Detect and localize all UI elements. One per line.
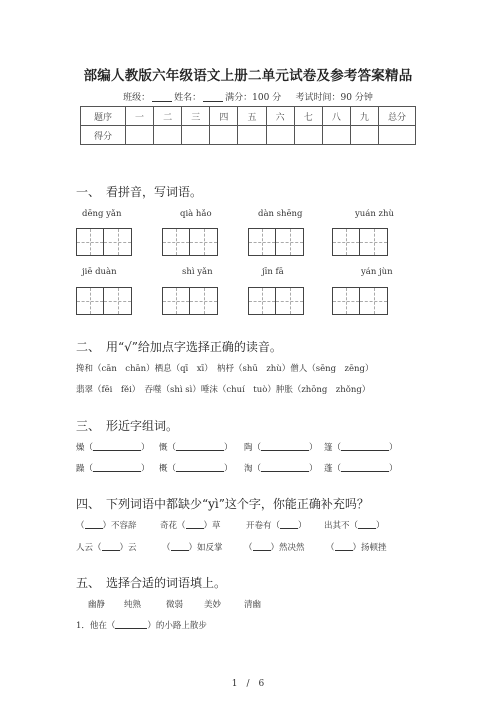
idiom-item	[324, 519, 385, 531]
idiom-text: （	[244, 543, 253, 553]
idiom-text: （	[76, 521, 85, 531]
word-item	[244, 441, 318, 453]
pinyin-label: shì yǎn	[182, 267, 213, 277]
score-input-cell[interactable]	[379, 126, 416, 145]
paren-close: ）	[224, 464, 233, 474]
name-label: 姓名：	[174, 93, 202, 103]
pinyin-label: jīn fā	[262, 267, 284, 277]
grid-cell[interactable]	[190, 228, 218, 256]
fill-item-1	[76, 619, 207, 631]
paren-close: ）	[389, 443, 398, 453]
score-cell: 二	[154, 107, 182, 126]
writing-grid[interactable]	[248, 287, 304, 315]
section-4-heading: 四、 下列词语中都缺少“yì”这个字，你能正确补充吗？	[76, 497, 369, 511]
score-cell: 得分	[81, 126, 126, 145]
score-input-cell[interactable]	[266, 126, 294, 145]
grid-cell[interactable]	[276, 228, 304, 256]
writing-grid[interactable]	[76, 287, 132, 315]
writing-grid[interactable]	[332, 287, 388, 315]
idiom-item	[76, 519, 137, 531]
grid-cell[interactable]	[104, 228, 132, 256]
word-char: 躁（	[76, 464, 94, 474]
word-item	[76, 441, 150, 453]
word-char: 淘（	[244, 464, 262, 474]
score-input-cell[interactable]	[126, 126, 154, 145]
page-number: 1 / 6	[231, 679, 265, 689]
word-option: 清幽	[244, 600, 262, 610]
class-blank	[152, 92, 172, 102]
score-cell: 九	[350, 107, 378, 126]
name-blank	[203, 92, 223, 102]
grid-cell[interactable]	[276, 287, 304, 315]
word-option: 纯熟	[124, 600, 142, 610]
answer-blank[interactable]	[261, 463, 309, 472]
idiom-text: （	[326, 543, 335, 553]
idiom-item	[162, 541, 223, 553]
answer-blank[interactable]	[186, 520, 204, 529]
writing-grid[interactable]	[248, 228, 304, 256]
grid-cell[interactable]	[104, 287, 132, 315]
word-char: 篷（	[324, 443, 342, 453]
answer-blank[interactable]	[171, 542, 189, 551]
reading-line-2: 翡翠（fēi fěi） 吞噬（shì sì）唾沫（chuí tuò）肿胀（zhōng zhǒng）	[76, 385, 371, 395]
idiom-text: 开卷有（	[246, 521, 281, 531]
word-char: 陶（	[244, 443, 262, 453]
grid-cell[interactable]	[162, 287, 190, 315]
grid-cell[interactable]	[248, 287, 276, 315]
idiom-item	[246, 519, 307, 531]
section-3-heading: 三、 形近字组词。	[76, 419, 179, 433]
score-table-header-row	[81, 107, 416, 126]
paren-close: ）	[309, 443, 318, 453]
answer-blank[interactable]	[335, 542, 353, 551]
idiom-item	[326, 541, 387, 553]
paren-close: ）	[141, 464, 150, 474]
answer-blank[interactable]	[176, 442, 224, 451]
word-item	[159, 462, 233, 474]
score-cell: 一	[126, 107, 154, 126]
score-cell: 八	[322, 107, 350, 126]
score-cell: 六	[266, 107, 294, 126]
grid-cell[interactable]	[360, 228, 388, 256]
idiom-text: ）	[376, 521, 385, 531]
score-cell: 四	[210, 107, 238, 126]
writing-grid[interactable]	[332, 228, 388, 256]
word-char: 概（	[159, 464, 177, 474]
paren-close: ）	[309, 464, 318, 474]
grid-cell[interactable]	[360, 287, 388, 315]
answer-blank[interactable]	[115, 620, 147, 629]
grid-cell[interactable]	[76, 287, 104, 315]
idiom-text: 人云（	[76, 543, 102, 553]
answer-blank[interactable]	[261, 442, 309, 451]
idiom-item	[244, 541, 305, 553]
score-input-cell[interactable]	[322, 126, 350, 145]
idiom-item	[160, 519, 221, 531]
paren-close: ）	[224, 443, 233, 453]
grid-cell[interactable]	[332, 287, 360, 315]
score-input-cell[interactable]	[154, 126, 182, 145]
paren-close: ）	[389, 464, 398, 474]
pinyin-label: yuán zhù	[355, 209, 394, 219]
answer-blank[interactable]	[176, 463, 224, 472]
idiom-text: ）扬顿挫	[352, 543, 387, 553]
section-2-heading: 二、 用“√”给加点字选择正确的读音。	[76, 340, 282, 354]
score-cell: 题序	[81, 107, 126, 126]
word-item	[76, 462, 150, 474]
score-input-cell[interactable]	[238, 126, 266, 145]
grid-cell[interactable]	[76, 228, 104, 256]
writing-grid[interactable]	[162, 287, 218, 315]
exam-time: 考试时间：90 分钟	[295, 93, 373, 103]
word-char: 燥（	[76, 443, 94, 453]
idiom-text: 奇花（	[160, 521, 186, 531]
answer-blank[interactable]	[93, 463, 141, 472]
word-item	[324, 462, 398, 474]
grid-cell[interactable]	[332, 228, 360, 256]
idiom-text: ）云	[119, 543, 137, 553]
fill-text: ）的小路上散步	[147, 621, 207, 631]
section-1-heading: 一、 看拼音，写词语。	[76, 185, 203, 199]
word-char: 蓬（	[324, 464, 342, 474]
idiom-item	[76, 541, 137, 553]
pinyin-label: dēng yǎn	[82, 209, 122, 219]
answer-blank[interactable]	[341, 442, 389, 451]
page-title: 部编人教版六年级语文上册二单元试卷及参考答案精品	[83, 68, 413, 84]
writing-grid[interactable]	[76, 228, 132, 256]
score-table-score-row	[81, 126, 416, 145]
answer-blank[interactable]	[341, 463, 389, 472]
reading-line-1: 搀和（cān chān）栖息（qī xī） 枘杼（shū zhù）僧人（sēng zēng）	[76, 364, 374, 374]
score-cell: 五	[238, 107, 266, 126]
score-table	[80, 106, 416, 145]
word-item	[159, 441, 233, 453]
answer-blank[interactable]	[280, 520, 298, 529]
answer-blank[interactable]	[85, 520, 103, 529]
idiom-text: （	[162, 543, 171, 553]
idiom-text: ）草	[203, 521, 221, 531]
pinyin-label: yán jùn	[361, 267, 393, 277]
word-option: 美妙	[204, 600, 222, 610]
pinyin-label: qià hǎo	[180, 209, 212, 219]
class-label: 班级：	[123, 93, 151, 103]
word-item	[324, 441, 398, 453]
score-input-cell[interactable]	[182, 126, 210, 145]
idiom-text: ）如反掌	[188, 543, 223, 553]
grid-cell[interactable]	[162, 228, 190, 256]
idiom-text: ）不容辞	[102, 521, 137, 531]
score-input-cell[interactable]	[294, 126, 322, 145]
score-cell: 总分	[379, 107, 416, 126]
score-cell: 七	[294, 107, 322, 126]
word-option: 微弱	[166, 600, 184, 610]
word-item	[244, 462, 318, 474]
score-input-cell[interactable]	[210, 126, 238, 145]
fill-text: 1．他在（	[76, 621, 116, 631]
word-char: 慨（	[159, 443, 177, 453]
score-input-cell[interactable]	[350, 126, 378, 145]
idiom-text: ）然决然	[270, 543, 305, 553]
word-option: 幽静	[88, 600, 106, 610]
answer-blank[interactable]	[93, 442, 141, 451]
idiom-text: 出其不（	[324, 521, 359, 531]
full-score: 满分：100 分	[225, 93, 282, 103]
pinyin-label: jiē duàn	[82, 267, 117, 277]
score-cell: 三	[182, 107, 210, 126]
answer-blank[interactable]	[253, 542, 271, 551]
grid-cell[interactable]	[248, 228, 276, 256]
idiom-text: ）	[298, 521, 307, 531]
section-5-heading: 五、 选择合适的词语填上。	[76, 576, 227, 590]
paren-close: ）	[141, 443, 150, 453]
answer-blank[interactable]	[358, 520, 376, 529]
pinyin-label: dàn shēng	[258, 209, 303, 219]
exam-info	[0, 90, 496, 103]
answer-blank[interactable]	[102, 542, 120, 551]
grid-cell[interactable]	[190, 287, 218, 315]
writing-grid[interactable]	[162, 228, 218, 256]
